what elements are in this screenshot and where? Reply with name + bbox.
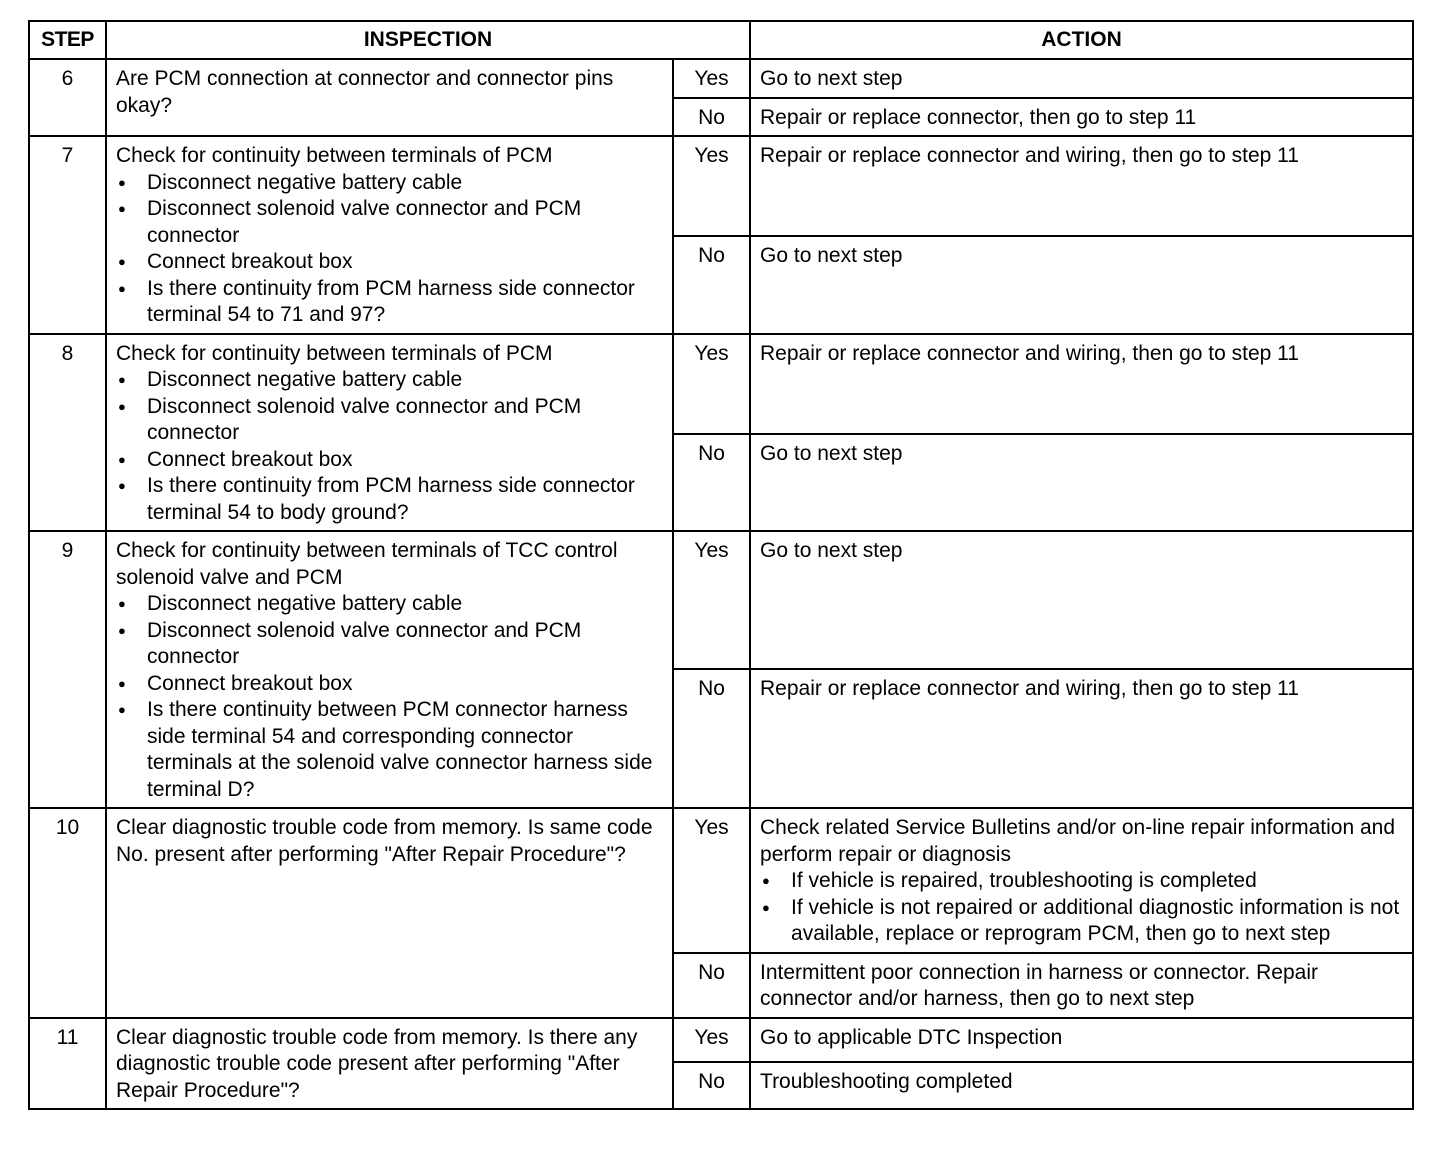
answer-yes: Yes	[673, 59, 750, 98]
action-no: Intermittent poor connection in harness or connector. Repair connector and/or harness, then go to next step	[750, 953, 1413, 1018]
inspection-bullets	[116, 170, 663, 329]
answer-no: No	[673, 669, 750, 808]
bullet-item: ● If vehicle is not repaired or additional diagnostic information is not available, replace or reprogram PCM, then go to next step	[760, 895, 1403, 948]
bullet-item: ● Disconnect solenoid valve connector and PCM connector	[116, 196, 663, 249]
answer-yes: Yes	[673, 1018, 750, 1062]
diagnostic-table	[28, 20, 1414, 1110]
inspection-cell	[106, 808, 673, 1018]
inspection-question: Are PCM connection at connector and connector pins okay?	[116, 67, 614, 117]
answer-no: No	[673, 1062, 750, 1110]
action-yes: Check related Service Bulletins and/or on-line repair information and perform repair or diagnosis	[760, 816, 1396, 866]
answer-no: No	[673, 434, 750, 532]
bullet-item: ● Disconnect negative battery cable	[116, 591, 663, 618]
action-no: Go to next step	[750, 434, 1413, 532]
answer-no: No	[673, 98, 750, 137]
inspection-cell	[106, 136, 673, 334]
header-inspection: INSPECTION	[106, 21, 750, 59]
step-number: 9	[29, 531, 106, 808]
bullet-item: ● Connect breakout box	[116, 249, 663, 276]
step-7-yes-row	[29, 136, 1413, 236]
step-number: 8	[29, 334, 106, 532]
step-9-yes-row	[29, 531, 1413, 669]
inspection-cell	[106, 59, 673, 136]
answer-yes: Yes	[673, 808, 750, 953]
action-yes-cell	[750, 808, 1413, 953]
step-11-yes-row	[29, 1018, 1413, 1062]
step-number: 7	[29, 136, 106, 334]
inspection-question: Check for continuity between terminals of TCC control solenoid valve and PCM	[116, 539, 618, 589]
action-no: Repair or replace connector and wiring, then go to step 11	[750, 669, 1413, 808]
step-6-yes-row	[29, 59, 1413, 98]
answer-no: No	[673, 236, 750, 334]
bullet-item: ● Is there continuity from PCM harness side connector terminal 54 to 71 and 97?	[116, 276, 663, 329]
action-no: Repair or replace connector, then go to step 11	[750, 98, 1413, 137]
inspection-question: Check for continuity between terminals of PCM	[116, 341, 553, 365]
bullet-item: ● Is there continuity from PCM harness side connector terminal 54 to body ground?	[116, 473, 663, 526]
step-8-yes-row	[29, 334, 1413, 434]
inspection-cell	[106, 334, 673, 532]
answer-no: No	[673, 953, 750, 1018]
diagnostic-page	[28, 20, 1412, 1110]
action-yes: Go to next step	[750, 59, 1413, 98]
inspection-cell	[106, 531, 673, 808]
inspection-cell	[106, 1018, 673, 1110]
bullet-item: ● Disconnect negative battery cable	[116, 170, 663, 197]
action-bullets	[760, 868, 1403, 948]
step-number: 6	[29, 59, 106, 136]
action-yes: Go to next step	[750, 531, 1413, 669]
header-step: STEP	[29, 21, 106, 59]
bullet-item: ● Disconnect solenoid valve connector and PCM connector	[116, 394, 663, 447]
inspection-bullets	[116, 591, 663, 803]
answer-yes: Yes	[673, 531, 750, 669]
step-number: 11	[29, 1018, 106, 1110]
inspection-bullets	[116, 367, 663, 526]
bullet-item: ● Disconnect negative battery cable	[116, 367, 663, 394]
action-yes: Repair or replace connector and wiring, then go to step 11	[750, 334, 1413, 434]
bullet-item: ● Connect breakout box	[116, 447, 663, 474]
answer-yes: Yes	[673, 136, 750, 236]
header-action: ACTION	[750, 21, 1413, 59]
bullet-item: ● Connect breakout box	[116, 671, 663, 698]
bullet-item: ● If vehicle is repaired, troubleshooting is completed	[760, 868, 1403, 895]
header-row	[29, 21, 1413, 59]
step-number: 10	[29, 808, 106, 1018]
step-10-yes-row	[29, 808, 1413, 953]
answer-yes: Yes	[673, 334, 750, 434]
bullet-item: ● Is there continuity between PCM connector harness side terminal 54 and corresponding connector terminals at the solenoid valve connector harness side terminal D?	[116, 697, 663, 803]
inspection-question: Clear diagnostic trouble code from memory. Is same code No. present after performing "After Repair Procedure"?	[116, 816, 653, 866]
inspection-question: Check for continuity between terminals of PCM	[116, 144, 553, 167]
action-yes: Go to applicable DTC Inspection	[750, 1018, 1413, 1062]
action-no: Go to next step	[750, 236, 1413, 334]
inspection-question: Clear diagnostic trouble code from memory. Is there any diagnostic trouble code present after performing "After Repair Procedure"?	[116, 1025, 638, 1102]
action-yes: Repair or replace connector and wiring, then go to step 11	[750, 136, 1413, 236]
bullet-item: ● Disconnect solenoid valve connector and PCM connector	[116, 618, 663, 671]
action-no: Troubleshooting completed	[750, 1062, 1413, 1110]
